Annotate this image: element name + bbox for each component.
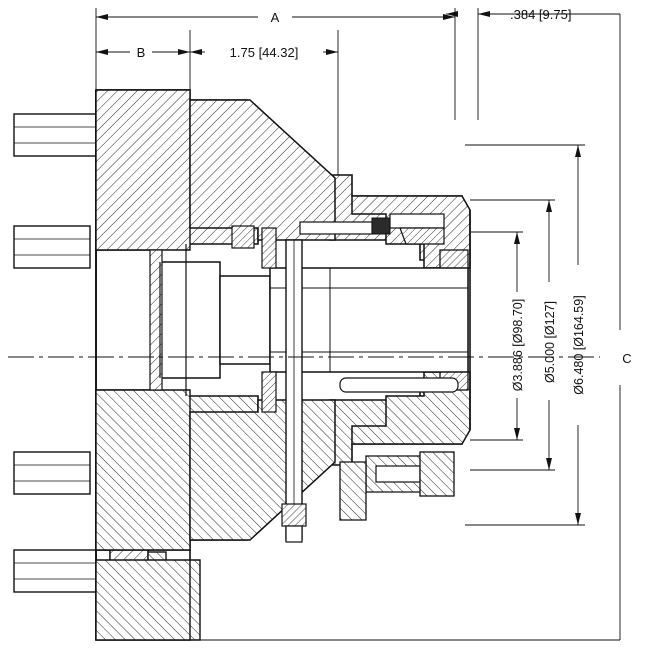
- dimension-b-label: B: [136, 45, 146, 60]
- stud: [14, 226, 90, 268]
- dimension-a-label: A: [270, 10, 280, 25]
- diameter-5-000-label: Ø5.000 [Ø127]: [543, 300, 557, 384]
- dimension-1-75-label: 1.75 [44.32]: [229, 45, 299, 60]
- dimension-0-384-label: .384 [9.75]: [510, 7, 572, 22]
- diameter-6-480-label: Ø6.480 [Ø164.59]: [572, 295, 586, 395]
- diameter-3-886-label: Ø3.886 [Ø98.70]: [511, 298, 525, 392]
- dimension-c-label: C: [622, 351, 632, 366]
- stud: [14, 452, 90, 494]
